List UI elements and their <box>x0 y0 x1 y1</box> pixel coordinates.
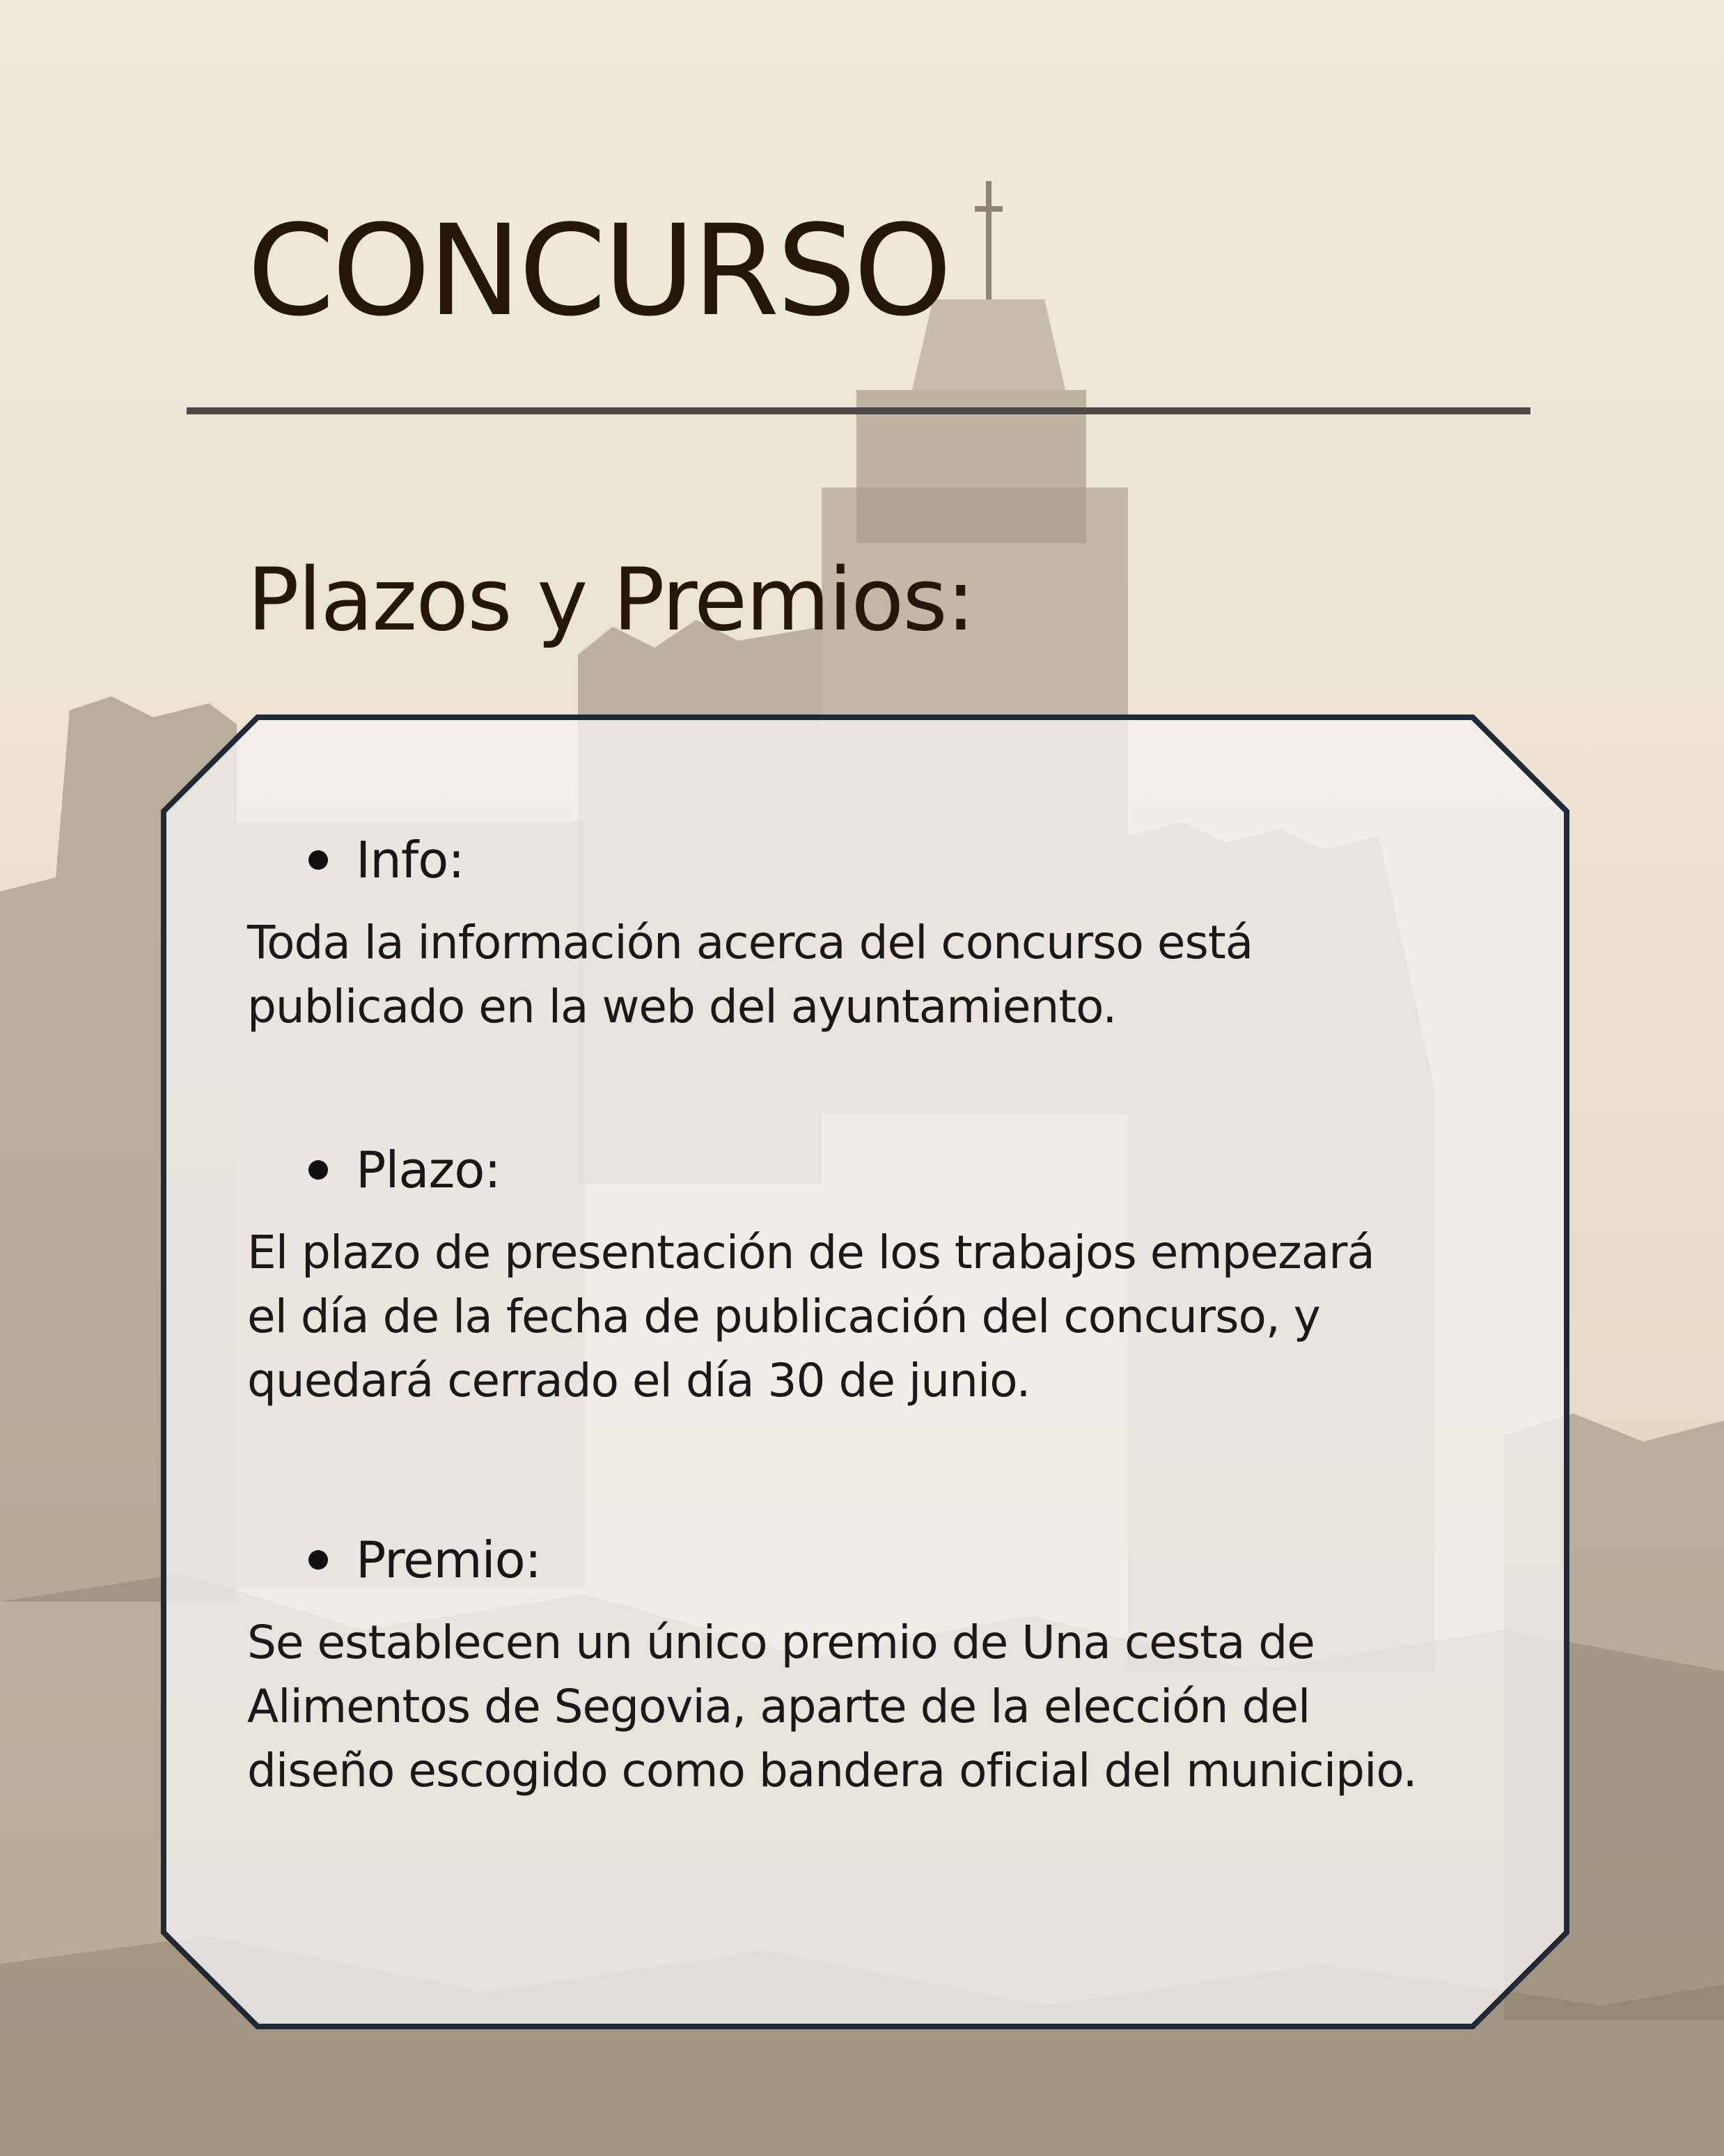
bullet-icon <box>308 1160 328 1180</box>
text-line: publicado en la web del ayuntamiento. <box>247 980 1117 1033</box>
plazo-label: Plazo: <box>356 1141 501 1199</box>
bullet-icon <box>308 850 328 870</box>
text-line: Alimentos de Segovia, aparte de la elección del <box>247 1680 1310 1733</box>
bullet-icon <box>308 1550 328 1570</box>
text-line: El plazo de presentación de los trabajos empezará <box>247 1226 1374 1279</box>
plazo-section <box>247 1132 1521 1413</box>
page-title: CONCURSO <box>247 198 950 344</box>
list-item <box>247 1132 1521 1208</box>
list-item <box>247 1522 1521 1598</box>
info-section <box>247 822 1521 1039</box>
info-label: Info: <box>356 831 464 889</box>
text-line: quedará cerrado el día 30 de junio. <box>247 1354 1031 1407</box>
info-text <box>247 911 1521 1039</box>
text-line: Toda la información acerca del concurso está <box>247 916 1253 969</box>
list-item <box>247 822 1521 898</box>
section-heading: Plazos y Premios: <box>247 550 974 650</box>
premio-section <box>247 1522 1521 1803</box>
premio-text <box>247 1611 1521 1803</box>
text-line: el día de la fecha de publicación del concurso, y <box>247 1290 1320 1343</box>
text-line: diseño escogido como bandera oficial del municipio. <box>247 1744 1417 1797</box>
text-line: Se establecen un único premio de Una cesta de <box>247 1616 1315 1669</box>
plazo-text <box>247 1221 1521 1413</box>
premio-label: Premio: <box>356 1531 541 1589</box>
title-divider <box>187 407 1530 414</box>
